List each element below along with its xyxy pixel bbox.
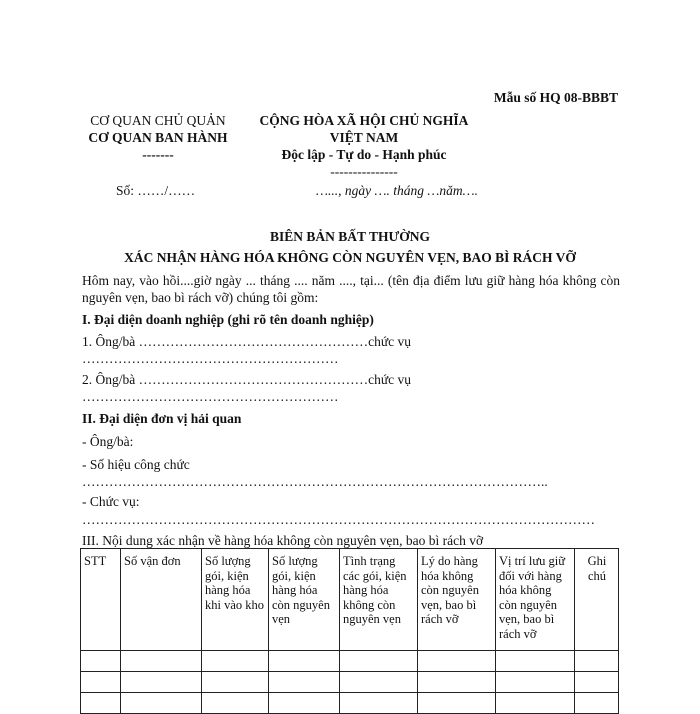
issuing-agency-header bbox=[78, 112, 238, 163]
table-cell[interactable] bbox=[340, 693, 418, 714]
national-title-line2: VIỆT NAM bbox=[329, 130, 399, 145]
issuing-agency: CƠ QUAN BAN HÀNH bbox=[88, 130, 228, 145]
col-storage-location: Vị trí lưu giữ đối với hàng hóa không còn nguyên vẹn, bao bì rách vỡ bbox=[496, 549, 575, 651]
business-rep1: 1. Ông/bà ……………………………………………chức vụ bbox=[82, 334, 412, 349]
section2-heading: II. Đại diện đơn vị hải quan bbox=[82, 411, 242, 426]
table-cell[interactable] bbox=[575, 672, 619, 693]
customs-officer-id: - Số hiệu công chức bbox=[82, 457, 190, 472]
col-stt: STT bbox=[81, 549, 121, 651]
table-cell[interactable] bbox=[81, 651, 121, 672]
table-header-row bbox=[81, 549, 619, 651]
col-notes: Ghi chú bbox=[575, 549, 619, 651]
intro-paragraph: Hôm nay, vào hồi....giờ ngày ... tháng .... năm ...., tại... (tên địa điểm lưu giữ hàng hóa không còn nguyên vẹn, bao bì rách vỡ) chúng tôi gồm: bbox=[82, 273, 620, 305]
table-row bbox=[81, 672, 619, 693]
table-cell[interactable] bbox=[496, 651, 575, 672]
col-damaged-condition: Tình trạng các gói, kiện hàng hóa không còn nguyên vẹn bbox=[340, 549, 418, 651]
business-rep1-cont: ………………………………………………… bbox=[82, 351, 339, 366]
business-rep2: 2. Ông/bà ……………………………………………chức vụ bbox=[82, 372, 412, 387]
table-cell[interactable] bbox=[121, 672, 202, 693]
document-subtitle: XÁC NHẬN HÀNG HÓA KHÔNG CÒN NGUYÊN VẸN, BAO BÌ RÁCH VỠ bbox=[124, 250, 576, 265]
header-left-divider: ------- bbox=[142, 147, 174, 162]
header-right-divider: --------------- bbox=[330, 164, 398, 179]
table-cell[interactable] bbox=[575, 651, 619, 672]
table-cell[interactable] bbox=[121, 651, 202, 672]
table-cell[interactable] bbox=[269, 672, 340, 693]
table-row bbox=[81, 651, 619, 672]
table-cell[interactable] bbox=[202, 672, 269, 693]
goods-table bbox=[80, 548, 619, 714]
national-title-line1: CỘNG HÒA XÃ HỘI CHỦ NGHĨA bbox=[259, 113, 469, 128]
customs-officer-position: - Chức vụ: bbox=[82, 494, 140, 509]
table-cell[interactable] bbox=[202, 651, 269, 672]
business-rep2-cont: ………………………………………………… bbox=[82, 389, 339, 404]
table-cell[interactable] bbox=[418, 672, 496, 693]
table-row bbox=[81, 693, 619, 714]
col-qty-intact: Số lượng gói, kiện hàng hóa còn nguyên vẹn bbox=[269, 549, 340, 651]
table-cell[interactable] bbox=[269, 651, 340, 672]
document-number: Số: ……/…… bbox=[116, 183, 196, 198]
document-title: BIÊN BẢN BẤT THƯỜNG bbox=[270, 229, 430, 244]
col-bill-of-lading: Số vận đơn bbox=[121, 549, 202, 651]
table-cell[interactable] bbox=[269, 693, 340, 714]
document-date: …..., ngày …. tháng …năm…. bbox=[316, 183, 479, 198]
table-cell[interactable] bbox=[81, 693, 121, 714]
table-cell[interactable] bbox=[340, 651, 418, 672]
table-cell[interactable] bbox=[496, 693, 575, 714]
table-cell[interactable] bbox=[496, 672, 575, 693]
col-qty-on-entry: Số lượng gói, kiện hàng hóa khi vào kho bbox=[202, 549, 269, 651]
table-cell[interactable] bbox=[418, 651, 496, 672]
national-header bbox=[248, 112, 480, 180]
section1-heading: I. Đại diện doanh nghiệp (ghi rõ tên doanh nghiệp) bbox=[82, 312, 374, 327]
section3-heading: III. Nội dung xác nhận về hàng hóa không còn nguyên vẹn, bao bì rách vỡ bbox=[82, 533, 484, 548]
customs-officer-position-dots: …………………………………………………………………………………………………… bbox=[82, 512, 595, 527]
table-cell[interactable] bbox=[418, 693, 496, 714]
customs-officer-name: - Ông/bà: bbox=[82, 434, 134, 449]
national-motto: Độc lập - Tự do - Hạnh phúc bbox=[281, 147, 447, 162]
managing-agency: CƠ QUAN CHỦ QUẢN bbox=[90, 113, 226, 128]
table-cell[interactable] bbox=[340, 672, 418, 693]
col-damage-reason: Lý do hàng hóa không còn nguyên vẹn, bao bì rách vỡ bbox=[418, 549, 496, 651]
table-cell[interactable] bbox=[81, 672, 121, 693]
table-cell[interactable] bbox=[121, 693, 202, 714]
form-code: Mẫu số HQ 08-BBBT bbox=[493, 90, 618, 105]
table-cell[interactable] bbox=[575, 693, 619, 714]
table-cell[interactable] bbox=[202, 693, 269, 714]
customs-officer-id-dots: ………………………………………………………………………………………….. bbox=[82, 474, 548, 489]
